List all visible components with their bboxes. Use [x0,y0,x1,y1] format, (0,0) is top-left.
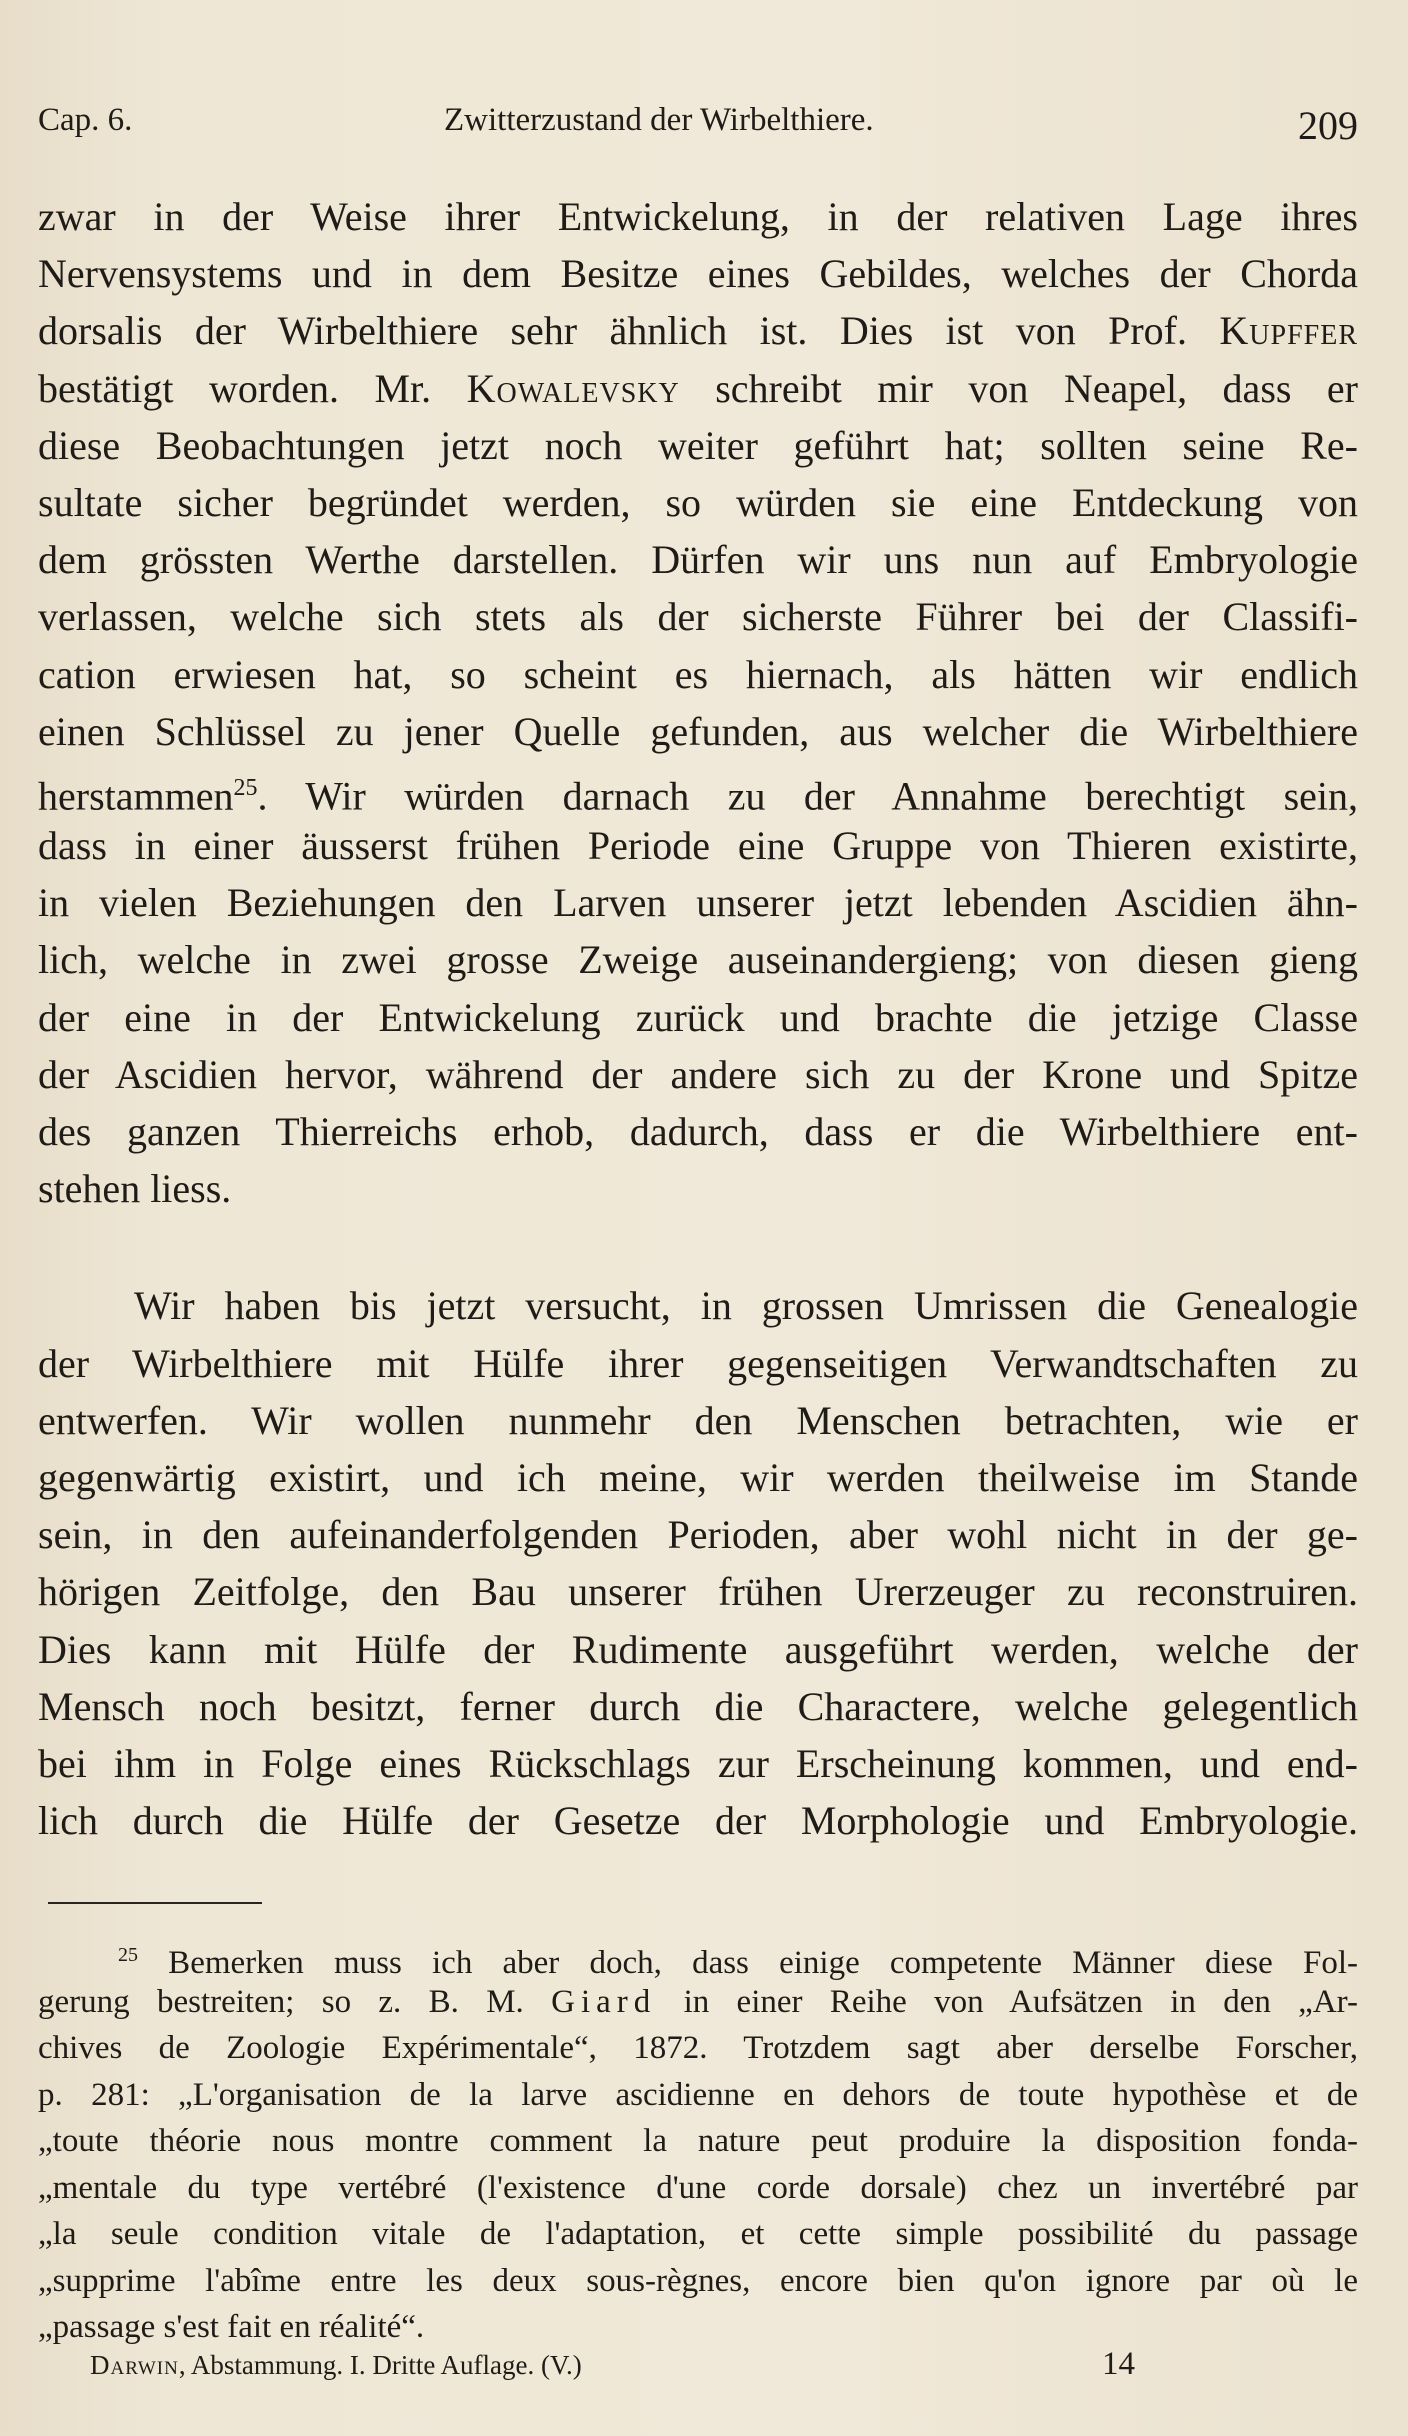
page-number: 209 [1298,103,1358,148]
text-line: der Ascidien hervor, während der andere sich zu der Krone und Spitze [38,1051,1358,1097]
text-line: sein, in den aufeinanderfolgenden Perioden, aber wohl nicht in der ge- [38,1512,1358,1558]
text-line: entwerfen. Wir wollen nunmehr den Menschen betrachten, wie er [38,1397,1358,1443]
footnote-reference[interactable]: 25 [233,774,258,801]
text-line: Nervensystems und in dem Besitze eines Gebildes, welches der Chorda [38,251,1358,297]
footnote-line: „mentale du type vertébré (l'existence d'une corde dorsale) chez un invertébré par [38,2169,1358,2206]
text-line: einen Schlüssel zu jener Quelle gefunden, aus welcher die Wirbelthiere [38,708,1358,754]
text-line: in vielen Beziehungen den Larven unserer jetzt lebenden Ascidien ähn- [38,880,1358,926]
text-line: bestätigt worden. Mr. Kowalevsky schreibt mir von Neapel, dass er [38,365,1359,411]
footnote-divider [48,1902,262,1904]
text-line: dorsalis der Wirbelthiere sehr ähnlich ist. Dies ist von Prof. Kupffer [38,308,1358,354]
main-text [38,188,1358,1849]
text-line: hörigen Zeitfolge, den Bau unserer frühen Urerzeuger zu reconstruiren. [38,1569,1358,1615]
text-line: stehen liess. [38,1166,232,1212]
text-line: verlassen, welche sich stets als der sicherste Führer bei der Classifi- [38,594,1358,640]
footnote-line: „passage s'est fait en réalité“. [38,2309,425,2345]
text-line: cation erwiesen hat, so scheint es hiernach, als hätten wir endlich [38,651,1358,697]
name-giard: Giard [551,1983,657,2020]
text-line: diese Beobachtungen jetzt noch weiter geführt hat; sollten seine Re- [38,422,1358,468]
chapter-label: Cap. 6. [38,102,133,138]
text-line: lich, welche in zwei grosse Zweige auseinandergieng; von diesen gieng [38,937,1358,983]
paragraph-gap [38,1217,1358,1277]
footnote-line: gerung bestreiten; so z. B. M. Giard in einer Reihe von Aufsätzen in den „Ar- [38,1983,1358,2020]
text-line: der Wirbelthiere mit Hülfe ihrer gegenseitigen Verwandtschaften zu [38,1340,1358,1386]
footnote-line: p. 281: „L'organisation de la larve ascidienne en dehors de toute hypothèse et de [38,2076,1358,2113]
name-kowalevsky: Kowalevsky [466,365,680,411]
signature-mark: 14 [1102,2346,1135,2382]
text-line: der eine in der Entwickelung zurück und brachte die jetzige Classe [38,994,1358,1040]
page-footer [90,2346,1135,2382]
footer-text: , Abstammung. I. Dritte Auflage. (V.) [178,2350,582,2380]
footnote-line: chives de Zoologie Expérimentale“, 1872. Trotzdem sagt aber derselbe Forscher, [38,2030,1358,2066]
footnote-line: „toute théorie nous montre comment la nature peut produire la disposition fonda- [38,2123,1358,2159]
footnote-number: 25 [118,1944,138,1966]
footnote-line: „supprime l'abîme entre les deux sous-règnes, encore bien qu'on ignore par où le [38,2262,1358,2299]
text-line: dem grössten Werthe darstellen. Dürfen wir uns nun auf Embryologie [38,537,1358,583]
running-header [38,92,1358,152]
footnote-line: „la seule condition vitale de l'adaptation, et cette simple possibilité du passage [38,2216,1358,2252]
footer-author: Darwin [90,2350,179,2380]
footnote-line: $^{25}$ Bemerken muss ich aber doch, dass einige competente Männer diese Fol- [118,1944,1358,1981]
text-line: Dies kann mit Hülfe der Rudimente ausgeführt werden, welche der [38,1626,1358,1672]
text-line: Mensch noch besitzt, ferner durch die Charactere, welche gelegentlich [38,1683,1358,1729]
text-line: herstammen$^{25}$. Wir würden darnach zu der Annahme berechtigt sein, [38,773,1358,819]
text-line: Wir haben bis jetzt versucht, in grossen Umrissen die Genealogie [134,1283,1358,1329]
text-line: zwar in der Weise ihrer Entwickelung, in der relativen Lage ihres [38,194,1358,239]
text-line: lich durch die Hülfe der Gesetze der Morphologie und Embryologie. [38,1798,1358,1844]
text-line: sultate sicher begründet werden, so würden sie eine Entdeckung von [38,479,1358,525]
text-line: dass in einer äusserst frühen Periode eine Gruppe von Thieren existirte, [38,823,1358,869]
text-line: des ganzen Thierreichs erhob, dadurch, dass er die Wirbelthiere ent- [38,1109,1358,1154]
running-title: Zwitterzustand der Wirbelthiere. [444,102,874,138]
name-kupffer: Kupffer [1219,308,1358,354]
text-line: bei ihm in Folge eines Rückschlags zur Erscheinung kommen, und end- [38,1740,1358,1786]
text-line: gegenwärtig existirt, und ich meine, wir werden theilweise im Stande [38,1454,1358,1500]
footnote-section [38,1932,1358,2351]
